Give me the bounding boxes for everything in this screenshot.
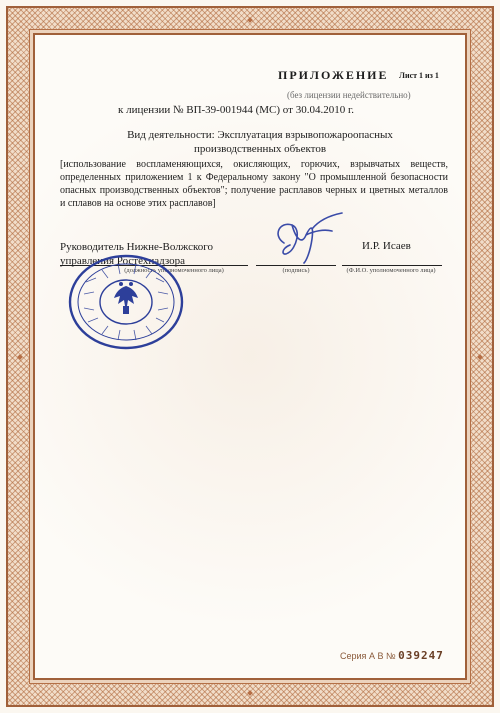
validity-note: (без лицензии недействительно) [287,90,411,100]
serial-number [340,649,444,662]
series-letters: А В № [368,651,396,661]
document-title: ПРИЛОЖЕНИЕ [278,68,389,82]
signature-underline [256,265,336,266]
official-stamp [66,252,186,352]
activity-line-2: производственных объектов [193,143,327,155]
activity-line-1: Вид деятельности: Эксплуатация взрывопожароопасных [127,129,393,141]
activity-type [110,128,410,156]
activity-description: [использование воспламеняющихся, окисляющих, горючих, взрывчатых веществ, определенных приложением 1 к Федеральному закону "О промышленной безопасности опасных производственных объектов"; получение расплавов черных и цветных металлов и сплавов на основе этих расплавов] [60,159,448,209]
position-line-2: управления Ростехнадзора [60,255,185,267]
position-caption: (должность уполномоченного лица) [124,267,224,274]
official-name: И.Р. Исаев [362,240,411,252]
name-caption: (Ф.И.О. уполномоченного лица) [346,267,436,274]
position-line-1: Руководитель Нижне-Волжского [60,241,213,253]
license-reference: к лицензии № ВП-39-001944 (МС) от 30.04.2010 г. [118,104,354,116]
series-number: 039247 [398,649,444,662]
series-label: Серия [340,651,367,661]
handwritten-signature [262,205,352,265]
name-underline [342,265,442,266]
signature-caption: (подпись) [282,267,310,274]
sheet-number: Лист 1 из 1 [399,71,439,80]
